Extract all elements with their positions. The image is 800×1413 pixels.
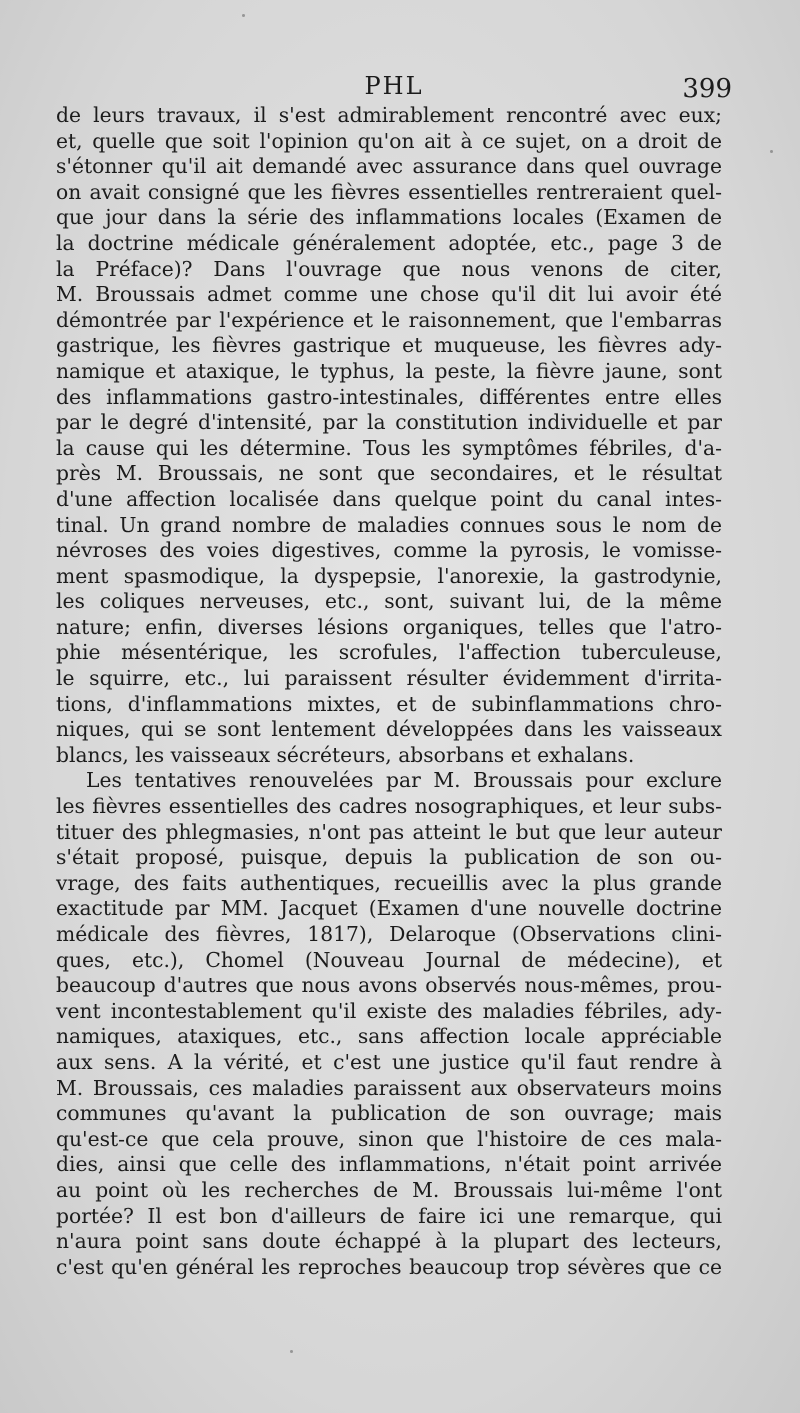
text-line: Les tentatives renouvelées par M. Broussais pour exclure	[86, 768, 722, 793]
paper-speck	[770, 150, 773, 153]
text-line: beaucoup d'autres que nous avons observés nous-mêmes, prou-	[56, 973, 722, 998]
text-line: la Préface)? Dans l'ouvrage que nous venons de citer,	[56, 256, 722, 281]
text-line: ques, etc.), Chomel (Nouveau Journal de médecine), et	[56, 947, 722, 972]
text-line: tinal. Un grand nombre de maladies connues sous le nom de	[56, 512, 722, 537]
text-line: niques, qui se sont lentement développées dans les vaisseaux	[56, 717, 722, 742]
paper-speck	[290, 1350, 293, 1353]
text-line: démontrée par l'expérience et le raisonnement, que l'embarras	[56, 307, 722, 332]
paragraph-1	[56, 103, 722, 768]
text-line: gastrique, les fièvres gastrique et muqueuse, les fièvres ady-	[56, 333, 722, 358]
text-line: la cause qui les détermine. Tous les symptômes fébriles, d'a-	[56, 435, 722, 460]
text-line: au point où les recherches de M. Broussais lui-même l'ont	[56, 1177, 722, 1202]
paragraph-2	[56, 768, 722, 1280]
text-line: c'est qu'en général les reproches beaucoup trop sévères que ce	[56, 1254, 722, 1279]
text-line: ment spasmodique, la dyspepsie, l'anorexie, la gastrodynie,	[56, 563, 722, 588]
text-line: aux sens. A la vérité, et c'est une justice qu'il faut rendre à	[56, 1049, 722, 1074]
text-line: vent incontestablement qu'il existe des maladies fébriles, ady-	[56, 998, 722, 1023]
text-line: s'étonner qu'il ait demandé avec assurance dans quel ouvrage	[56, 154, 722, 179]
text-line: dies, ainsi que celle des inflammations, n'était point arrivée	[56, 1152, 722, 1177]
text-line: blancs, les vaisseaux sécréteurs, absorbans et exhalans.	[56, 742, 635, 767]
text-line: près M. Broussais, ne sont que secondaires, et le résultat	[56, 461, 722, 486]
text-line: s'était proposé, puisque, depuis la publication de son ou-	[56, 845, 722, 870]
text-line: des inflammations gastro-intestinales, différentes entre elles	[56, 384, 722, 409]
text-line: phie mésentérique, les scrofules, l'affection tuberculeuse,	[56, 640, 722, 665]
text-line: le squirre, etc., lui paraissent résulter évidemment d'irrita-	[56, 666, 722, 691]
text-line: vrage, des faits authentiques, recueillis avec la plus grande	[56, 870, 722, 895]
page-number: 399	[682, 74, 732, 104]
text-line: portée? Il est bon d'ailleurs de faire ici une remarque, qui	[56, 1203, 722, 1228]
text-line: exactitude par MM. Jacquet (Examen d'une nouvelle doctrine	[56, 896, 722, 921]
text-line: que jour dans la série des inflammations locales (Examen de	[56, 205, 722, 230]
text-line: tions, d'inflammations mixtes, et de subinflammations chro-	[56, 691, 722, 716]
text-line: de leurs travaux, il s'est admirablement rencontré avec eux;	[56, 103, 722, 127]
text-line: qu'est-ce que cela prouve, sinon que l'histoire de ces mala-	[56, 1126, 722, 1151]
text-line: par le degré d'intensité, par la constitution individuelle et par	[56, 410, 722, 435]
text-line: tituer des phlegmasies, n'ont pas atteint le but que leur auteur	[56, 819, 722, 844]
text-line: nature; enfin, diverses lésions organiques, telles que l'atro-	[56, 614, 722, 639]
text-line: M. Broussais admet comme une chose qu'il dit lui avoir été	[56, 282, 722, 307]
body-text	[56, 103, 722, 1280]
text-line: d'une affection localisée dans quelque point du canal intes-	[56, 486, 722, 511]
text-line: n'aura point sans doute échappé à la plupart des lecteurs,	[56, 1229, 722, 1254]
text-line: les fièvres essentielles des cadres nosographiques, et leur subs-	[56, 794, 722, 819]
text-line: la doctrine médicale généralement adoptée, etc., page 3 de	[56, 230, 722, 255]
text-line: namique et ataxique, le typhus, la peste, la fièvre jaune, sont	[56, 358, 722, 383]
text-line: névroses des voies digestives, comme la pyrosis, le vomisse-	[56, 538, 722, 563]
text-line: M. Broussais, ces maladies paraissent aux observateurs moins	[56, 1075, 722, 1100]
running-head: PHL	[364, 72, 424, 100]
text-line: et, quelle que soit l'opinion qu'on ait à ce sujet, on a droit de	[56, 128, 722, 153]
paper-speck	[242, 14, 245, 17]
text-line: les coliques nerveuses, etc., sont, suivant lui, de la même	[56, 589, 722, 614]
text-line: namiques, ataxiques, etc., sans affection locale appréciable	[56, 1024, 722, 1049]
text-line: communes qu'avant la publication de son ouvrage; mais	[56, 1101, 722, 1126]
text-line: on avait consigné que les fièvres essentielles rentreraient quel-	[56, 179, 722, 204]
text-line: médicale des fièvres, 1817), Delaroque (Observations clini-	[56, 922, 722, 946]
